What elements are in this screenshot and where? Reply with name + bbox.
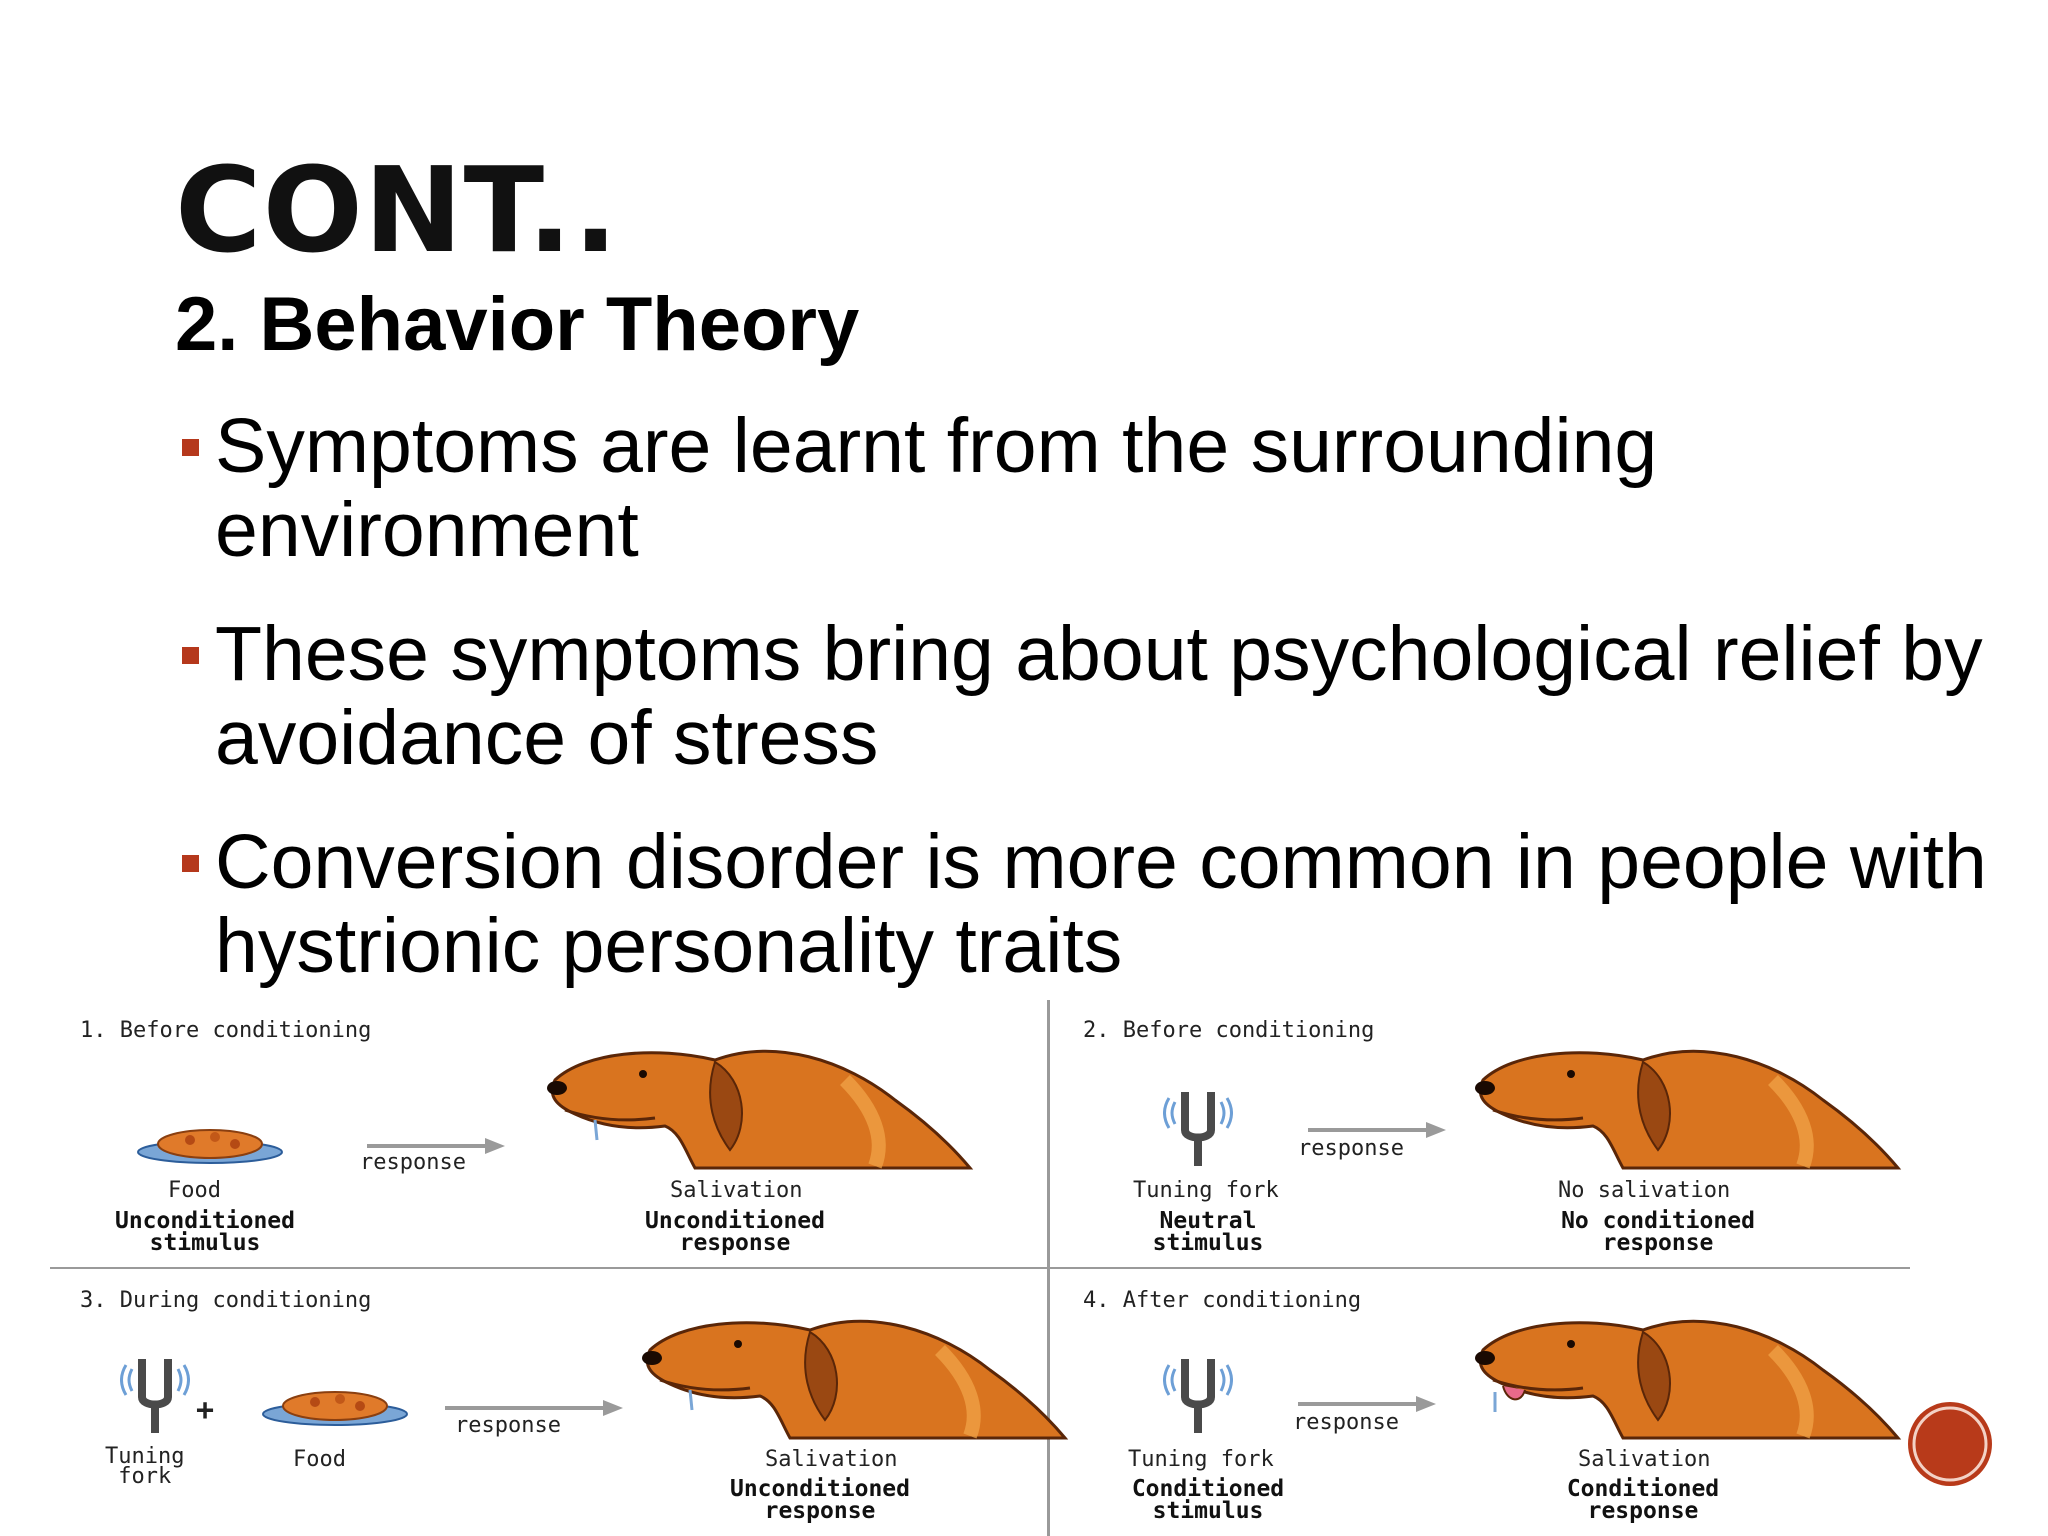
panel-after-conditioning xyxy=(1053,1270,1910,1535)
tuning-fork-icon xyxy=(1163,1088,1233,1166)
right-bold-label: No conditioned response xyxy=(1561,1208,1755,1256)
food-plate-icon xyxy=(135,1120,285,1165)
right-label: Salivation xyxy=(765,1447,898,1472)
right-label: No salivation xyxy=(1558,1178,1731,1203)
left-label: Tuning fork xyxy=(1133,1178,1279,1203)
panel-title: 4. After conditioning xyxy=(1083,1288,1362,1313)
slide-title: CONT.. xyxy=(175,141,619,279)
food-plate-icon xyxy=(260,1382,410,1427)
bullet-square-icon xyxy=(182,855,199,872)
dog-head-icon xyxy=(545,1040,975,1170)
plus-sign: + xyxy=(196,1393,215,1428)
bullet-item xyxy=(178,404,1998,572)
right-bold-label: Unconditioned response xyxy=(644,1208,825,1256)
dog-head-icon xyxy=(1473,1310,1903,1440)
nav-circle-button[interactable] xyxy=(1906,1400,1994,1488)
bullet-item xyxy=(178,820,1998,988)
arrow-label: response xyxy=(360,1150,466,1175)
bullet-square-icon xyxy=(182,647,199,664)
bullet-text: Symptoms are learnt from the surrounding environment xyxy=(215,403,1658,573)
arrow-label: response xyxy=(455,1413,561,1438)
bullet-square-icon xyxy=(182,439,199,456)
slide-subtitle: 2. Behavior Theory xyxy=(175,282,860,367)
tuning-fork-icon xyxy=(120,1355,190,1433)
arrow-label: response xyxy=(1298,1136,1404,1161)
middle-label: Food xyxy=(293,1447,346,1472)
left-bold-label: Conditioned stimulus xyxy=(1131,1476,1285,1524)
panel-title: 1. Before conditioning xyxy=(80,1018,372,1043)
bullet-list xyxy=(178,404,1998,1028)
bullet-text: Conversion disorder is more common in people with hystrionic personality traits xyxy=(215,819,1987,989)
dog-head-icon xyxy=(1473,1040,1903,1170)
left-bold-label: Neutral stimulus xyxy=(1152,1208,1264,1256)
right-bold-label: Unconditioned response xyxy=(729,1476,910,1524)
panel-before-conditioning-2 xyxy=(1053,1000,1910,1265)
left-label: Tuning fork xyxy=(1128,1447,1274,1472)
right-label: Salivation xyxy=(1578,1447,1711,1472)
left-label: Tuning fork xyxy=(105,1444,185,1489)
panel-before-conditioning-1 xyxy=(50,1000,1045,1265)
bullet-text: These symptoms bring about psychological relief by avoidance of stress xyxy=(215,611,1983,781)
conditioning-figure xyxy=(50,1000,1910,1536)
right-bold-label: Conditioned response xyxy=(1566,1476,1720,1524)
panel-title: 2. Before conditioning xyxy=(1083,1018,1375,1043)
arrow-label: response xyxy=(1293,1410,1399,1435)
left-label: Food xyxy=(168,1178,221,1203)
tuning-fork-icon xyxy=(1163,1355,1233,1433)
left-bold-label: Unconditioned stimulus xyxy=(114,1208,295,1256)
bullet-item xyxy=(178,612,1998,780)
figure-divider-horizontal xyxy=(50,1267,1910,1269)
panel-during-conditioning xyxy=(50,1270,1045,1535)
dog-head-icon xyxy=(640,1310,1070,1440)
panel-title: 3. During conditioning xyxy=(80,1288,372,1313)
right-label: Salivation xyxy=(670,1178,803,1203)
